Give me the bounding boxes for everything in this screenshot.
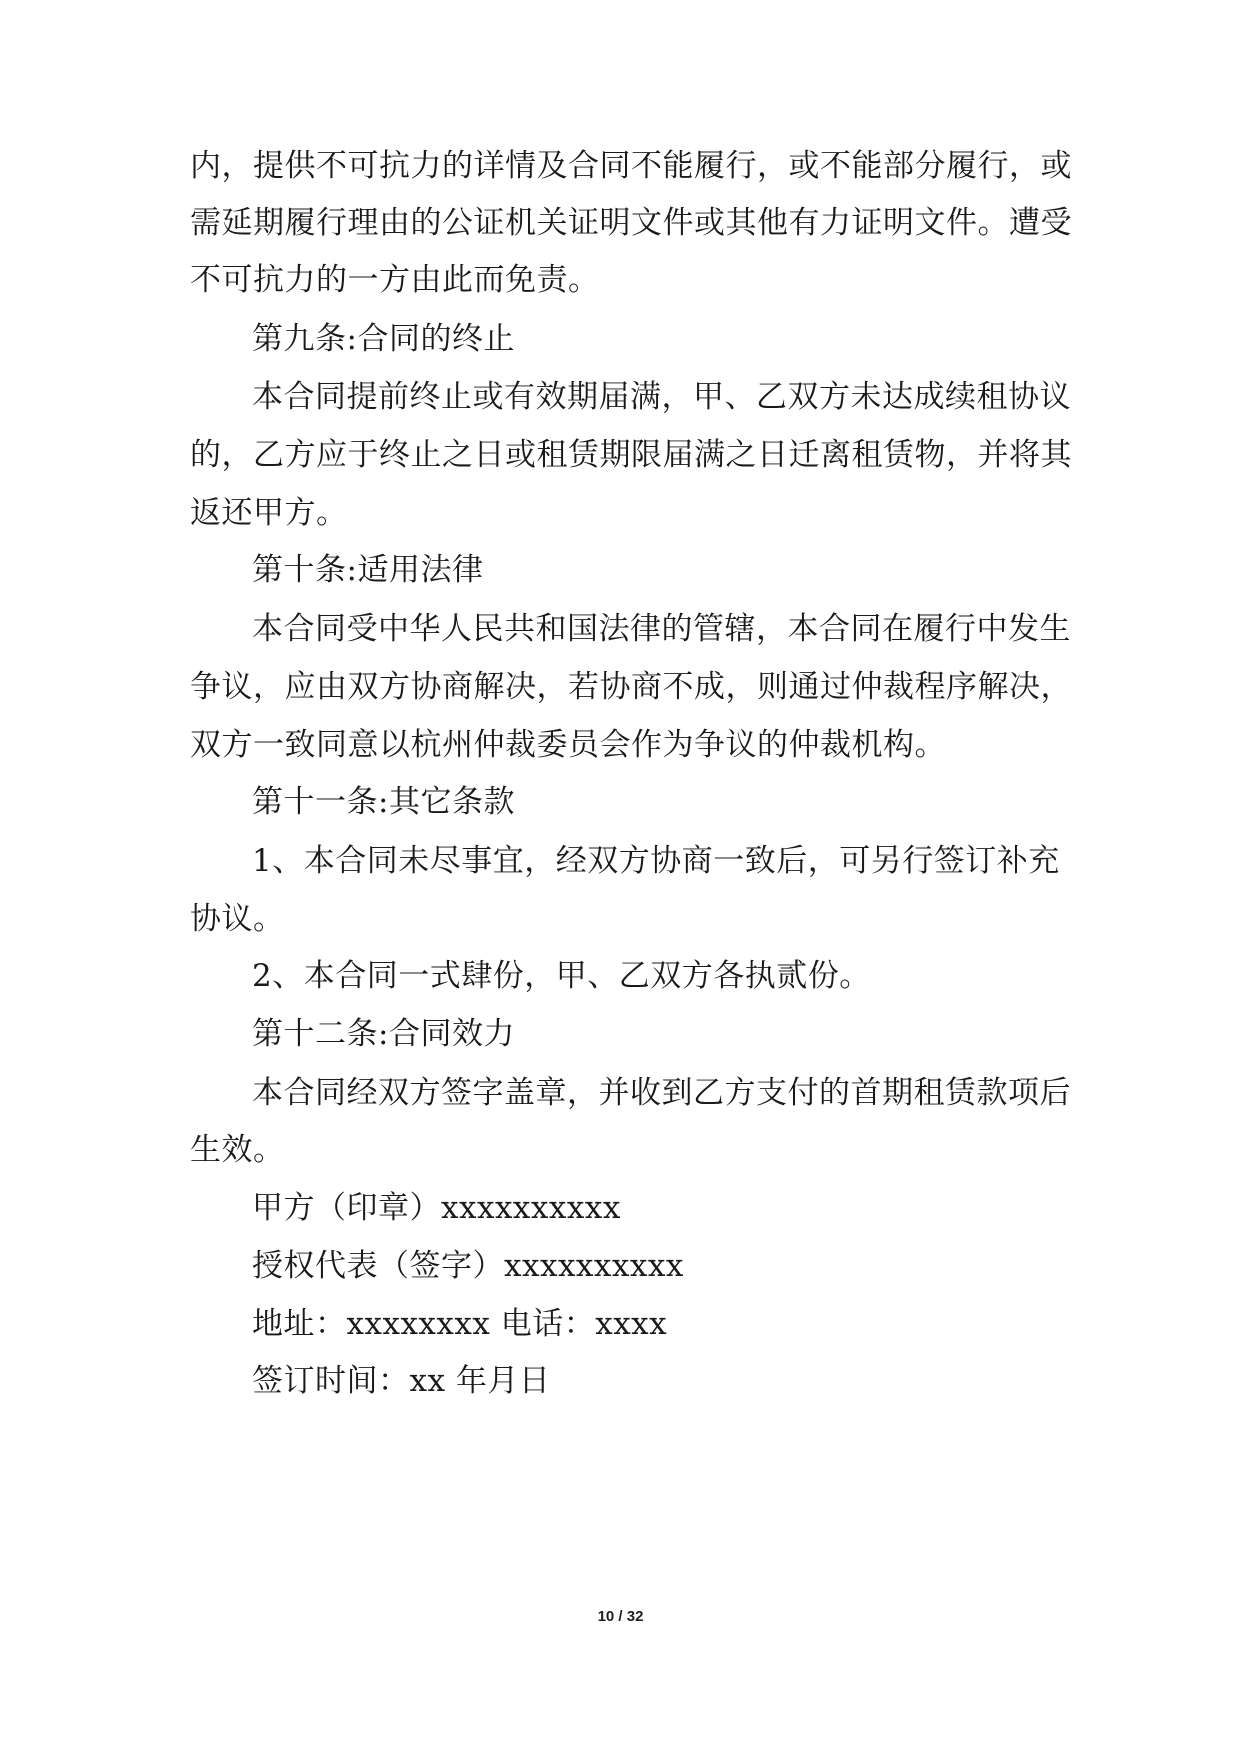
section-heading-9: 第九条:合同的终止	[252, 321, 515, 357]
section-heading-10: 第十条:适用法律	[252, 552, 484, 588]
text-line: 本合同受中华人民共和国法律的管辖，本合同在履行中发生	[252, 611, 1071, 647]
text-line: 不可抗力的一方由此而免责。	[190, 262, 600, 298]
signing-date: 签订时间：xx 年月日	[252, 1363, 551, 1399]
text-line: 争议，应由双方协商解决，若协商不成，则通过仲裁程序解决，	[190, 669, 1072, 705]
authorized-representative: 授权代表（签字）xxxxxxxxxx	[252, 1248, 684, 1284]
text-line: 需延期履行理由的公证机关证明文件或其他有力证明文件。遭受	[190, 205, 1072, 241]
list-item: 2、本合同一式肆份，甲、乙双方各执贰份。	[252, 958, 871, 994]
section-heading-11: 第十一条:其它条款	[252, 784, 515, 820]
text-line: 协议。	[190, 901, 285, 937]
text-line: 的，乙方应于终止之日或租赁期限届满之日迁离租赁物，并将其	[190, 437, 1072, 473]
text-line: 生效。	[190, 1132, 285, 1168]
party-a-seal: 甲方（印章）xxxxxxxxxx	[252, 1190, 621, 1226]
list-item: 1、本合同未尽事宜，经双方协商一致后，可另行签订补充	[252, 843, 1060, 879]
text-line: 内，提供不可抗力的详情及合同不能履行，或不能部分履行，或	[190, 148, 1072, 184]
section-heading-12: 第十二条:合同效力	[252, 1016, 515, 1052]
text-line: 本合同经双方签字盖章，并收到乙方支付的首期租赁款项后	[252, 1075, 1071, 1111]
address-phone: 地址：xxxxxxxx 电话：xxxx	[252, 1306, 668, 1342]
page-number: 10 / 32	[597, 1608, 644, 1625]
text-line: 返还甲方。	[190, 495, 348, 531]
text-line: 本合同提前终止或有效期届满，甲、乙双方未达成续租协议	[252, 379, 1071, 415]
text-line: 双方一致同意以杭州仲裁委员会作为争议的仲裁机构。	[190, 727, 946, 763]
